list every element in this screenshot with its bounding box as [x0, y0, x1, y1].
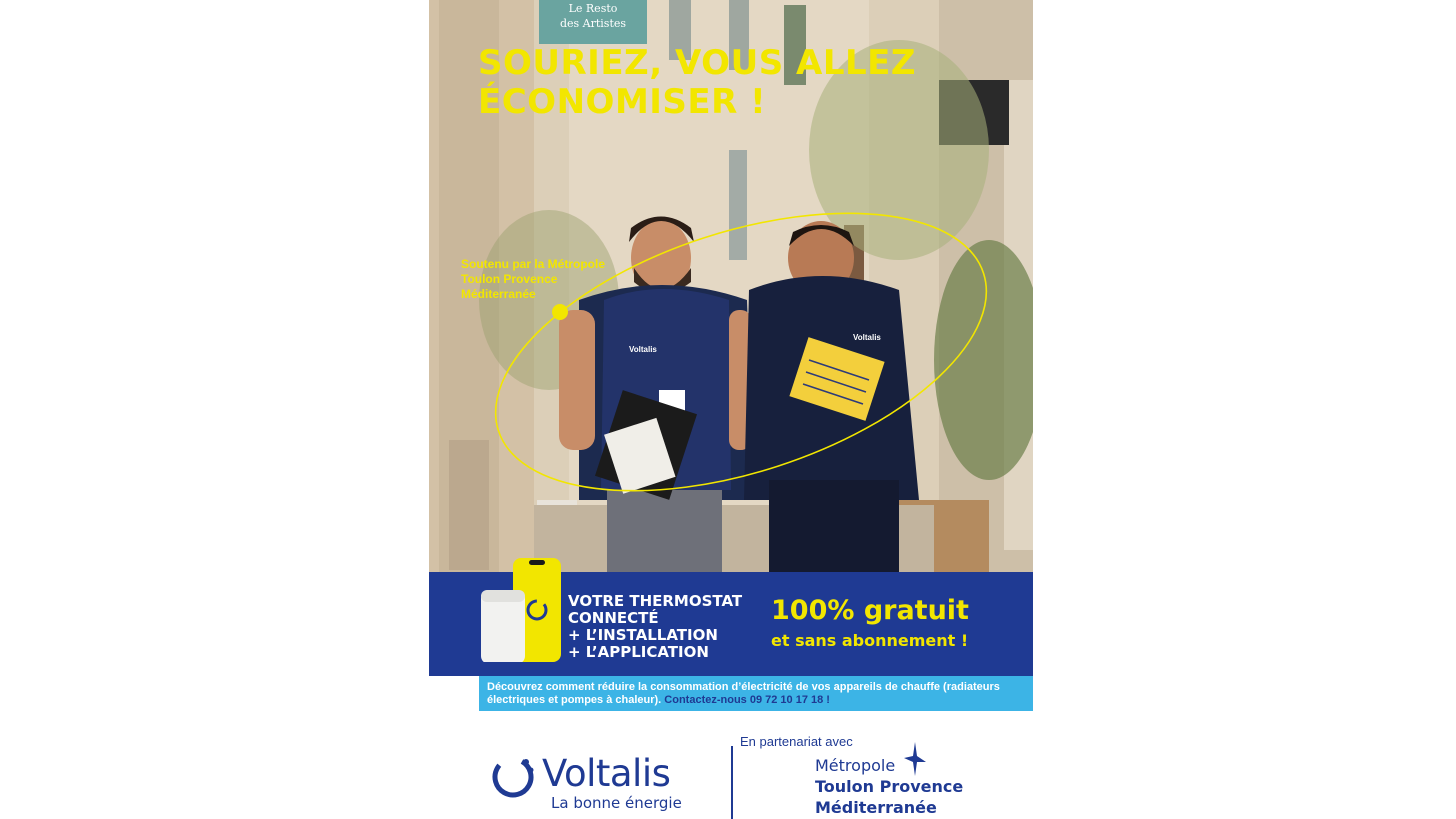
partner-label: En partenariat avec — [740, 734, 853, 749]
offer-line4: + L’APPLICATION — [568, 643, 709, 661]
sign-line2: des Artistes — [559, 17, 627, 30]
offer-line3: + L’INSTALLATION — [568, 626, 718, 644]
contact-cta[interactable]: Contactez-nous 09 72 10 17 18 ! — [664, 693, 830, 706]
logo-divider — [731, 746, 733, 819]
poster — [429, 0, 1033, 819]
partner-line3: Méditerranée — [815, 798, 937, 817]
headline-line2: ÉCONOMISER ! — [478, 82, 767, 122]
support-line3: Méditerranée — [461, 287, 536, 301]
brand-tagline: La bonne énergie — [551, 794, 682, 812]
free-headline: 100% gratuit — [771, 595, 969, 626]
vest-logo-right: Voltalis — [853, 333, 881, 342]
info-banner — [479, 676, 1033, 711]
offer-line1: VOTRE THERMOSTAT — [568, 592, 743, 610]
headline — [478, 44, 916, 122]
orbit-dot — [552, 304, 568, 320]
vest-logo-left: Voltalis — [629, 345, 657, 354]
sign-line1: Le Resto — [568, 2, 618, 15]
hero-photo — [429, 0, 1033, 572]
voltalis-logo — [490, 752, 690, 814]
offer-band — [429, 572, 1033, 676]
partner-line2: Toulon Provence — [815, 777, 964, 796]
offer-line2: CONNECTÉ — [568, 609, 659, 627]
offer-text — [568, 593, 742, 661]
support-line2: Toulon Provence — [461, 272, 558, 286]
partner-line1: Métropole — [815, 756, 896, 775]
free-subline: et sans abonnement ! — [771, 631, 969, 650]
brand-name: Voltalis — [542, 752, 671, 795]
headline-line1: SOURIEZ, VOUS ALLEZ — [478, 43, 917, 83]
thermostat-device-icon — [477, 558, 577, 662]
info-text: Découvrez comment réduire la consommation d’électricité de vos appareils de chauffe (radiateurs électriques et pompes à chaleur). — [487, 681, 1000, 706]
support-text — [461, 257, 631, 302]
partner-logo — [815, 755, 963, 818]
voltalis-logo-icon — [490, 754, 536, 800]
support-line1: Soutenu par la Métropole — [461, 257, 606, 271]
